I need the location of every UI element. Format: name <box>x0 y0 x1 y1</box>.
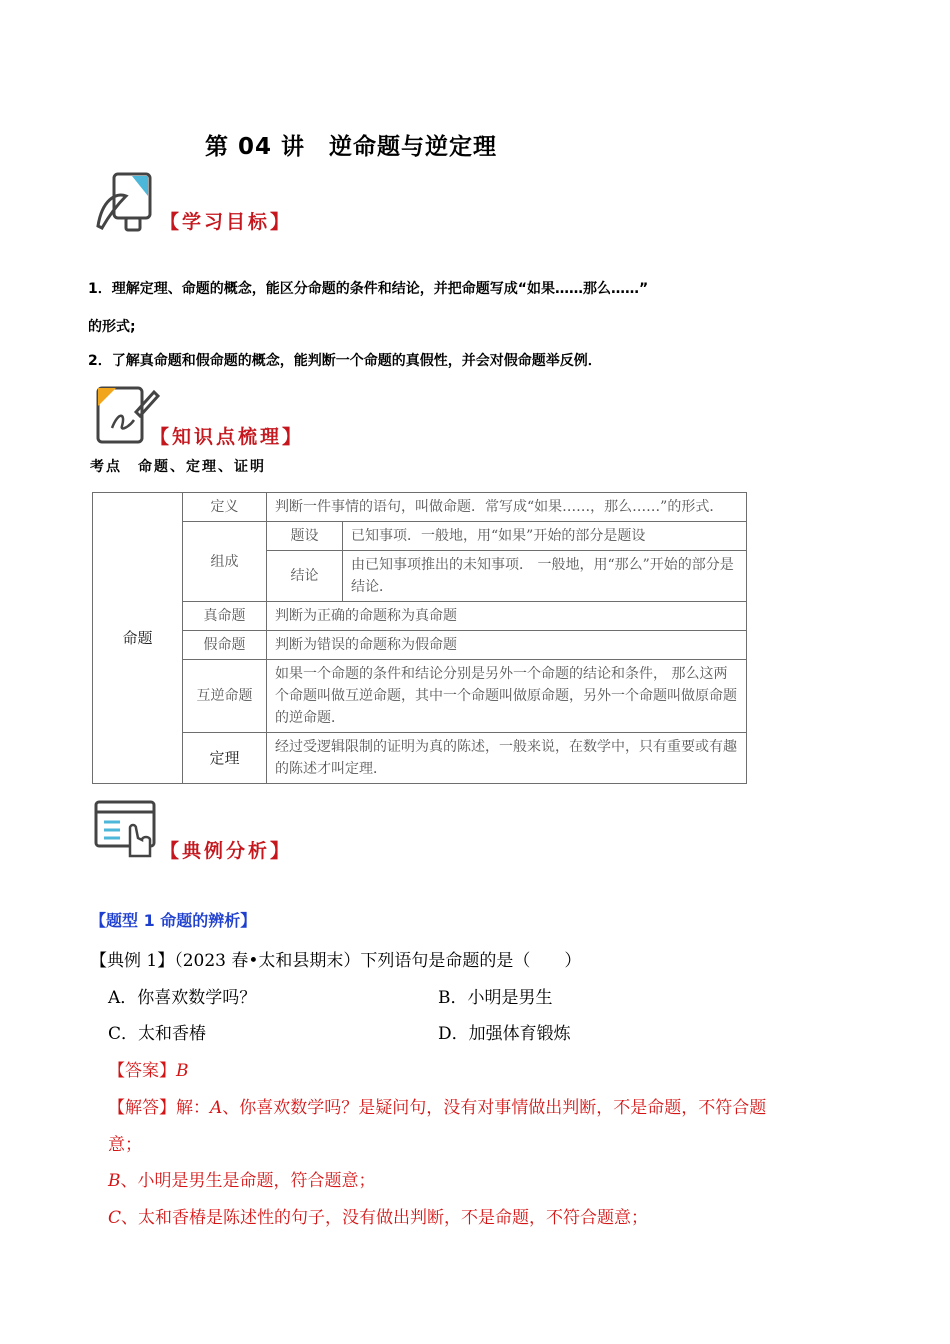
inverse-proposition-label: 互逆命题 <box>183 660 267 733</box>
inverse-proposition-text: 如果一个命题的条件和结论分别是另外一个命题的结论和条件， 那么这两个命题叫做互逆命题，其中一个命题叫做原命题，另外一个命题叫做原命题的逆命题． <box>267 660 747 733</box>
solution-line-b <box>108 1166 376 1191</box>
answer-label: 【答案】 <box>108 1061 176 1081</box>
question-type-heading: 【题型 1 命题的辨析】 <box>90 911 257 930</box>
option-d: D．加强体育锻炼 <box>438 1024 571 1044</box>
solution-c-letter: C <box>108 1208 122 1228</box>
example-stem: 【典例 1】（2023 春•太和县期末）下列语句是命题的是（ ） <box>90 951 582 971</box>
definition-label: 定义 <box>183 493 267 522</box>
solution-line-a-cont: 意； <box>108 1135 142 1155</box>
section-knowledge-heading: 【知识点梳理】 <box>150 426 305 448</box>
option-a: A．你喜欢数学吗？ <box>108 988 257 1008</box>
objective-2: 2．了解真命题和假命题的概念，能判断一个命题的真假性，并会对假命题举反例． <box>88 353 602 369</box>
solution-b-letter: B <box>108 1171 121 1191</box>
knowledge-table <box>92 492 747 784</box>
true-proposition-text: 判断为正确的命题称为真命题 <box>267 602 747 631</box>
hypothesis-text: 已知事项．一般地，用“如果”开始的部分是题设 <box>343 522 747 551</box>
kaodian-heading: 考点 命题、定理、证明 <box>90 459 266 475</box>
hypothesis-label: 题设 <box>267 522 343 551</box>
composition-label: 组成 <box>183 522 267 602</box>
objective-1: 1．理解定理、命题的概念，能区分命题的条件和结论，并把命题写成“如果……那么……” <box>88 281 649 297</box>
solution-line-c <box>108 1203 648 1228</box>
solution-label: 【解答】解： <box>108 1098 210 1118</box>
objective-1-cont: 的形式; <box>88 319 136 335</box>
quill-scroll-icon <box>92 170 160 238</box>
page-title: 第 04 讲 逆命题与逆定理 <box>205 134 498 160</box>
browser-pointer-icon <box>92 798 160 866</box>
answer-value: B <box>176 1061 189 1081</box>
solution-line-a <box>108 1093 766 1118</box>
theorem-text: 经过受逻辑限制的证明为真的陈述，一般来说，在数学中，只有重要或有趣的陈述才叫定理． <box>267 733 747 784</box>
section-examples-heading: 【典例分析】 <box>160 840 293 862</box>
section-goals-heading: 【学习目标】 <box>160 211 293 233</box>
conclusion-label: 结论 <box>267 551 343 602</box>
solution-a-letter: A <box>210 1098 223 1118</box>
solution-b-text: 、小明是男生是命题，符合题意； <box>120 1171 376 1191</box>
option-c: C．太和香椿 <box>108 1024 207 1044</box>
proposition-cell: 命题 <box>93 493 183 784</box>
theorem-label: 定理 <box>183 733 267 784</box>
definition-text: 判断一件事情的语句，叫做命题．常写成“如果……，那么……”的形式． <box>267 493 747 522</box>
answer-line <box>108 1056 189 1081</box>
true-proposition-label: 真命题 <box>183 602 267 631</box>
solution-a-text: 、你喜欢数学吗？是疑问句，没有对事情做出判断，不是命题，不符合题 <box>222 1098 767 1118</box>
option-b: B．小明是男生 <box>438 988 553 1008</box>
false-proposition-label: 假命题 <box>183 631 267 660</box>
solution-c-text: 、太和香椿是陈述性的句子，没有做出判断，不是命题，不符合题意； <box>121 1208 649 1228</box>
false-proposition-text: 判断为错误的命题称为假命题 <box>267 631 747 660</box>
conclusion-text: 由已知事项推出的未知事项． 一般地，用“那么”开始的部分是结论． <box>343 551 747 602</box>
